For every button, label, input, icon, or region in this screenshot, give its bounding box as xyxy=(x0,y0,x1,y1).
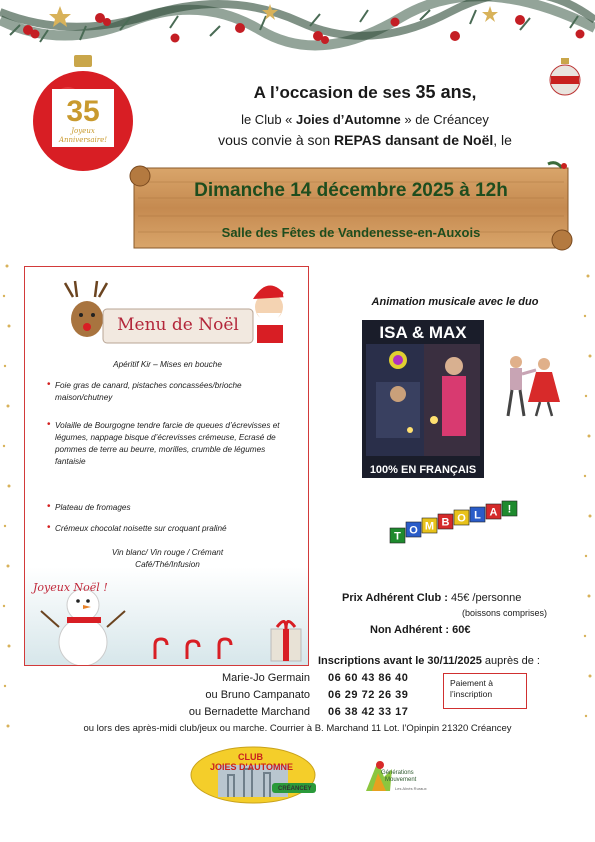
intro-line-3 xyxy=(140,132,590,148)
tombola-letter: B xyxy=(441,516,450,529)
price-non-member: Non Adhérent : 60€ xyxy=(370,624,471,636)
tombola-letter: ! xyxy=(507,503,512,516)
event-date: Dimanche 14 décembre 2025 à 12h xyxy=(194,180,508,201)
tombola-tile xyxy=(390,528,405,543)
contact-phone: 06 38 42 33 17 xyxy=(328,706,409,718)
menu-title: Menu de Noël xyxy=(117,315,239,335)
star-border-left xyxy=(0,256,14,736)
club-name: Joies d’Automne xyxy=(296,112,401,127)
tombola-banner xyxy=(386,500,522,548)
price-member xyxy=(342,592,521,604)
menu-aperitif: Apéritif Kir – Mises en bouche xyxy=(113,360,222,369)
inscription-deadline xyxy=(318,655,540,667)
tombola-letter: T xyxy=(394,530,401,543)
price-note: (boissons comprises) xyxy=(462,608,548,618)
animation-label: Animation musicale avec le duo xyxy=(371,296,539,308)
tombola-letter: A xyxy=(489,506,498,519)
intro-line-2 xyxy=(140,112,590,127)
price-member-value: 45€ /personne xyxy=(451,592,522,604)
gm-logo-text-3: Les Aînés Ruraux xyxy=(395,786,427,791)
ornament-number: 35 xyxy=(66,95,100,128)
club-logo-text-2: JOIES D'AUTOMNE xyxy=(210,762,293,772)
star-border-right xyxy=(581,256,595,736)
menu-card xyxy=(24,266,309,666)
inscription-suffix: auprès de : xyxy=(481,655,540,667)
tombola-tile xyxy=(422,518,437,533)
intro-text: , le xyxy=(493,132,512,148)
menu-item-volaille: • Volaille de Bourgogne tendre farcie de queues d’écrevisses et légumes, nappage bisque d’écrevisses crémeuse, Ecrasé de pommes de terre au beurre, morilles, crumble de légumes fantaisie xyxy=(55,420,285,468)
tombola-tile xyxy=(486,504,501,519)
contact-name: Marie-Jo Germain xyxy=(221,672,310,684)
menu-item-fromages: • Plateau de fromages xyxy=(55,502,285,514)
gm-logo-text-2: Mouvement xyxy=(385,777,417,783)
tombola-letter: O xyxy=(457,512,466,525)
contact-phone: 06 60 43 86 40 xyxy=(328,672,409,684)
footer-note: ou lors des après-midi club/jeux ou marche. Courrier à B. Marchand 11 Lot. l’Opinpin 21320 Créancey xyxy=(83,723,512,734)
intro-text: vous convie à son xyxy=(218,132,335,148)
menu-greeting: Joyeux Noël ! xyxy=(33,581,108,594)
menu-wines: Vin blanc/ Vin rouge / Crémant xyxy=(111,548,224,557)
payment-line-1: Paiement à xyxy=(450,678,493,688)
tombola-letter: M xyxy=(424,520,435,533)
event-name: REPAS dansant de Noël xyxy=(334,132,494,148)
event-venue: Salle des Fêtes de Vandenesse-en-Auxois xyxy=(221,225,481,240)
intro-punct: , xyxy=(471,83,477,102)
tombola-letter: L xyxy=(474,509,481,522)
reindeer-icon xyxy=(65,281,107,337)
intro-line-1 xyxy=(140,82,590,103)
payment-line-2: l’inscription xyxy=(450,689,493,699)
tombola-tile xyxy=(454,510,469,525)
contact-name: ou Bruno Campanato xyxy=(205,689,310,701)
tombola-letter: O xyxy=(409,524,418,537)
club-logo-place: CRÉANCEY xyxy=(278,786,312,792)
tombola-tile xyxy=(438,514,453,529)
intro-text: A l’occasion de ses xyxy=(253,83,416,102)
dancers-icon xyxy=(496,350,568,420)
ornament-caption-1: Joyeux xyxy=(71,127,95,135)
gm-logo-text-1: Générations xyxy=(381,770,414,776)
inscription-label: Inscriptions avant le 30/11/2025 xyxy=(318,655,482,667)
tombola-tile xyxy=(502,501,517,516)
intro-text: » de Créancey xyxy=(400,112,489,127)
intro-years: 35 ans xyxy=(415,82,472,102)
tombola-tile xyxy=(470,507,485,522)
santa-icon xyxy=(253,285,291,343)
menu-item-foie-gras: • Foie gras de canard, pistaches concassées/brioche maison/chutney xyxy=(55,380,285,404)
band-tagline: 100% EN FRANÇAIS xyxy=(369,464,477,476)
payment-note xyxy=(443,673,527,709)
menu-drinks: Café/Thé/Infusion xyxy=(135,560,200,569)
menu-item-dessert: • Crémeux chocolat noisette sur croquant praliné xyxy=(55,523,285,535)
ornament-caption-2: Anniversaire! xyxy=(58,136,108,144)
band-poster xyxy=(362,320,484,478)
contact-name: ou Bernadette Marchand xyxy=(188,706,310,718)
anniversary-ornament xyxy=(30,55,136,173)
band-name: ISA & MAX xyxy=(379,323,467,342)
pine-garland xyxy=(0,0,595,60)
contact-phone: 06 29 72 26 39 xyxy=(328,689,409,701)
club-logo-text-1: CLUB xyxy=(238,752,263,762)
price-member-label: Prix Adhérent Club : xyxy=(342,592,451,604)
intro-text: le Club « xyxy=(241,112,296,127)
tombola-tile xyxy=(406,522,421,537)
